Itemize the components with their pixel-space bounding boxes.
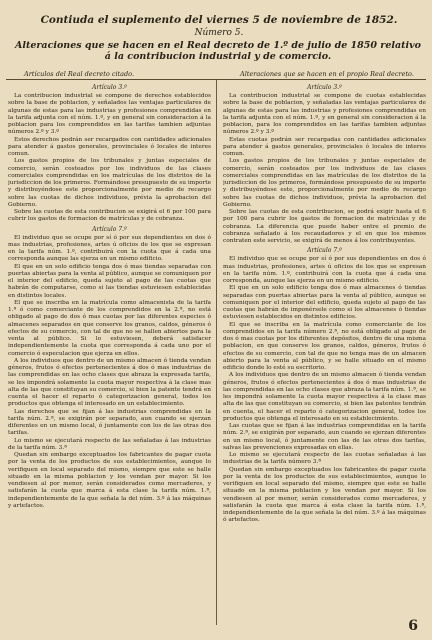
paragraph: Estos derechos podrán ser recargados con cantidades adicionales para atender á gastos generales, provinciales ó locales de interes comun. — [8, 136, 211, 157]
paragraph: Lo mismo se ejecutará respecto de las cuotas señaladas á las industrias de la tarifa número 3.ª — [223, 452, 426, 466]
right-column-header: Alteraciones que se hacen en el propio Real decreto. — [240, 70, 414, 78]
paragraph: El que en un solo edificio tenga dos ó mas almacenes ó tiendas separadas con puertas abiertas para la venta al público, aunque se comuniquen por el interior del edificio, queda sujeto al pago de las cuotas que habrán de imponérsele como si los almacenes ó tiendas estuviesen establecidos en distintos edificios. — [223, 285, 426, 321]
article-heading: Artículo 7.º — [92, 225, 127, 233]
paragraph: Las derechos que se fijan á las industrias comprendidas en la tarifa núm. 2.ª, se exigirán por separado, aun cuando se ejerzan diferentes en un mismo local, ó juntamente con los de las otras dos tarifas. — [8, 408, 211, 437]
paragraph: Estas cuotas podrán ser recargadas con cantidades adicionales para atender á gastos generales, provinciales ó locales de interes comun. — [223, 136, 426, 157]
article-heading: Artículo 3.º — [307, 84, 342, 91]
paragraph: Los gastos propios de los tribunales y juntas especiales de comercio, serán costeados por los individuos de las clases comerciales comprendidas en los matrículas de los distritos de la jurisdiccion de los primeros. Formándose presupuesto de su importe y distribuyéndose este proporcionalmente por medio de recargo sobre las cuotas de dichos individuos, prévia la aprobacion del Gobierno. — [8, 158, 211, 208]
paragraph: El que se inscriba en la matrícula como almacenista de la tarifa 1.ª ó como comerciante de los comprendidos en la 2.ª, no está obligado al pago de dos ó mas cuotas por las diferentes especies ó almacenes separados en que conserve los granos, caldos, géneros ó efectos de su comercio, con tal de que no se hallen abiertos para la venta al público. Si lo estuviesen, deberá satisfacer independientemente la cuota que corresponda á cada uno por el comercio ó especulacion que ejerza en ellos. — [8, 299, 211, 357]
paragraph: A los individuos que dentro de un mismo almacen ó tienda vendan géneros, frutos ó efectos pertenecientes á dos ó mas industrias de las comprendidas en las ocho clases que abraza la tarifa núm. 1.ª, se les impondrá solamente la cuota mayor respectiva á la clase mas alta de las que constituyan su comercio, si bien las patentes tendrán en cuenta, el hacer el reparto ó categorizacion general, todos los productos que obtenga el interesado en su establecimiento. — [223, 372, 426, 422]
paragraph: El individuo que se ocupe por sí ó por sus dependientes en dos ó mas industrias, profesiones, artes ú oficios de los que se expresan en la tarifa núm. 1.º, contribuirá con la cuota que á cada una corresponda aunque las ejerza en un mismo edificio. — [8, 234, 211, 263]
column-divider — [216, 80, 217, 625]
paragraph: A los individuos que dentro de un mismo almacen ó tienda vendan géneros, frutos ó efectos pertenecientes á dos ó mas industrias de las comprendidas en las ocho clases que abraza la expresada tarifa, se les impondrá solamente la cuota mayor respectiva á la clase mas alta de las que constituyan su comercio, si bien la patente tendrá en cuenta el hacer el reparto ó categorizacion general, todos los productos que obtenga el interesado en un establecimiento. — [8, 357, 211, 408]
paragraph: Los gastos propios de los tribunales y juntas especiales de comercio, serán costeados por los individuos de las clases comerciales comprendidas en las matrículas de los distritos de la jurisdiccion de los primeros, formándose presupuesto de su importe y distribuyéndose este, proporcionalmente por medio de recargo sobre las cuotas de dichos individuos, prévia la aprobacion del Gobierno. — [223, 158, 426, 208]
left-column-header: Artículos del Real decreto citado. — [24, 70, 135, 78]
article-heading: Artículo 3.º — [92, 84, 127, 91]
paragraph: La contribucion industrial se compone de derechos establecidos sobre la base de poblacion, y señalados las ventajas particulares de algunas de estas para las industrias y profesiones comprendidas en la tarifa adjunta con el núm. 1.º, y en general sin consideracion á la poblacion para los comprendidos en las tarifas tambien adjuntas números 2.º y 3.º — [8, 93, 211, 136]
left-column — [8, 82, 211, 628]
section-heading: Alteraciones que se hacen en el Real decreto de 1.º de julio de 1850 relativo á la contribucion industrial y de comercio. — [15, 40, 421, 62]
page-subtitle: Número 5. — [194, 28, 244, 38]
paragraph: Sobre las cuotas de esta contribucion se exigirá el 6 por 100 para cubrir los gastos de formacion de matrículas y de cobranza. — [8, 209, 211, 223]
paragraph: La contribucion industrial se compone de cuotas establecidas sobre la base de poblacion, y señaladas las ventajas particulares de algunas de estas para las industrias y profesiones comprendidas en la tarifa adjunta con el núm. 1.º, y en general sin consideracion á la poblacion, para los comprendidos en las tarifas tambien adjuntas números 2.º y 3.º — [223, 93, 426, 136]
paragraph: El que en un solo edificio tenga dos ó mas tiendas separadas con puertas abiertas para la venta al público, aunque se comuniquen por el interior del edificio, queda sujeto al pago de las cuotas que habrán de computarse, como si las tiendas estuviesen establecidas en distintos locales. — [8, 263, 211, 299]
paragraph: Lo mismo se ejecutará respecto de las señaladas á las industrias de la tarifa núm. 3.ª — [8, 437, 211, 451]
paragraph: El que se inscriba en la matrícula como comerciante de los comprendidos en la tarifa número 2.ª, no está obligado al pago de dos ó mas cuotas por los diferentes depósitos, dentro de una misma poblacion, en que conserve los granos, caldos, géneros, frutos ó efectos de su comercio, con tal de que no tenga mas de un almacen abierto para la venta al público, y se halle situado en el mismo edificio donde lo esté su escritorio. — [223, 321, 426, 371]
paragraph: Quedan sin embargo exceptuados los fabricantes de pagar cuota por la venta de los productos de sus establecimientos, aunque lo verifiquen en local separado del mismo, siempre que este se halle situado en la misma poblacion y los vendan por mayor. Si los vendiesen al por menor, serán considerados como mercaderes, y satisfarán la cuota que marca á esta clase la tarifa núm. 1.ª, independientemente de la que señala la del núm. 3.º á las máquinas ó artefactos. — [223, 466, 426, 524]
paragraph: Las cuotas que se fijan á las industrias comprendidas en la tarifa núm. 2.ª, se exigirán por separado, aun cuando se ejerzan diferentes en un mismo local, ó juntamente con las de las otras dos tarifas, salvas las prevenciones expresadas en ellas. — [223, 423, 426, 451]
paragraph: Sobre las cuotas de esta contribucion, se podrá exigir hasta el 6 por 100 para cubrir los gastos de formacion de matrículas y de cobranza. La diferencia que puede haber entre el premio de cobranza señalado á los recaudadores y el en que los mismos contraten este servicio, se exigirá de menos á los contribuyentes. — [223, 209, 426, 244]
paragraph: Quedan sin embargo exceptuados los fabricantes de pagar cuota por la venta de los productos de sus establecimientos, aunque lo verifiquen en local separado del mismo, siempre que este se halle situado en la misma poblacion y los vendan por mayor. Si los vendiesen al por menor, serán considerados como mercaderes, y satisfarán la cuota que marca á esta clase la tarifa núm. 1.ª, independientemente de la que señala la del núm. 3.º á las máquinas y artefactos. — [8, 452, 211, 509]
paragraph: El individuo que se ocupe por sí ó por sus dependientes en dos ó mas industrias, profesiones, artes ú oficios de los que se expresan en la tarifa núm. 1.º, contribuirá con la cuota que á cada una corresponda, aunque las ejerza en un mismo edificio. — [223, 256, 426, 284]
article-heading: Artículo 7.º — [307, 247, 342, 255]
page-number: 6 — [408, 618, 418, 634]
right-column — [223, 82, 426, 628]
page-title: Contiuda el suplemento del viernes 5 de noviembre de 1852. — [40, 14, 398, 26]
